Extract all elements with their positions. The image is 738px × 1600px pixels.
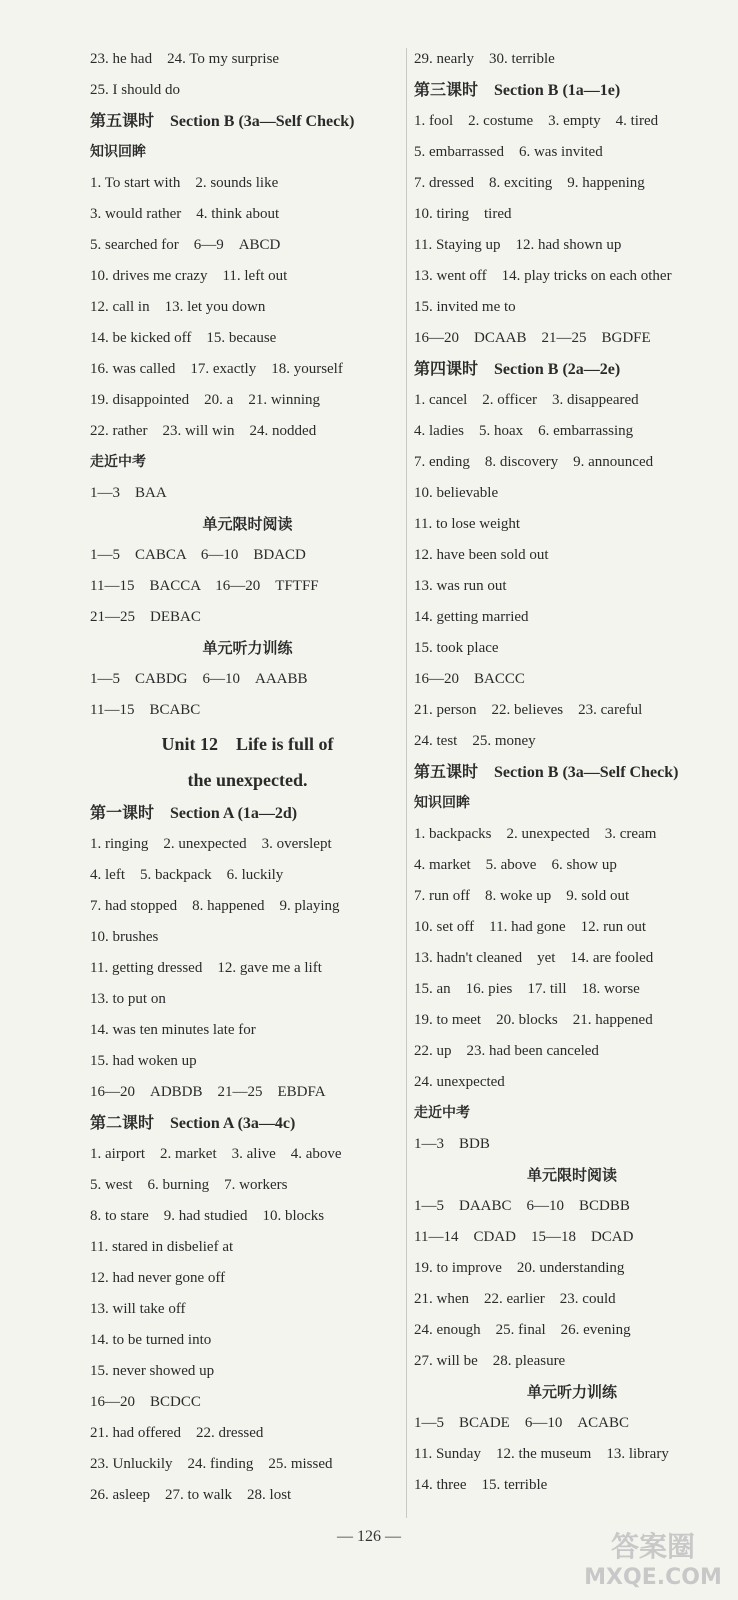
answer-line: 7. dressed 8. exciting 9. happening (414, 175, 645, 191)
answer-line: 1—5 BCADE 6—10 ACABC (414, 1415, 630, 1431)
answer-line: 11. Staying up 12. had shown up (414, 237, 622, 253)
answer-line: 10. brushes (90, 929, 159, 945)
answer-line: 10. drives me crazy 11. left out (90, 268, 288, 284)
answer-line: 11—15 BCABC (90, 702, 201, 718)
unit-title: the unexpected. (187, 770, 308, 790)
answer-line: 24. enough 25. final 26. evening (414, 1322, 631, 1338)
answer-line: 26. asleep 27. to walk 28. lost (90, 1487, 292, 1503)
answer-line: 1—5 DAABC 6—10 BCDBB (414, 1198, 630, 1214)
answer-line: 24. unexpected (414, 1074, 505, 1090)
answer-line: 16—20 ADBDB 21—25 EBDFA (90, 1084, 326, 1100)
answer-line: 13. to put on (90, 991, 166, 1007)
answer-line: 4. market 5. above 6. show up (414, 857, 617, 873)
answer-line: 14. be kicked off 15. because (90, 330, 277, 346)
answer-line: 10. believable (414, 485, 499, 501)
answer-line: 21—25 DEBAC (90, 609, 201, 625)
answer-line: 14. to be turned into (90, 1332, 212, 1348)
answer-line: 14. getting married (414, 609, 529, 625)
answer-line: 21. when 22. earlier 23. could (414, 1291, 616, 1307)
subsection-heading: 知识回眸 (414, 795, 470, 811)
subsection-heading: 走近中考 (414, 1105, 470, 1121)
answer-line: 5. west 6. burning 7. workers (90, 1177, 288, 1193)
answer-line: 16—20 DCAAB 21—25 BGDFE (414, 330, 651, 346)
answer-line: 22. up 23. had been canceled (414, 1043, 599, 1059)
answer-line: 13. went off 14. play tricks on each other (414, 268, 672, 284)
answer-line: 11. getting dressed 12. gave me a lift (90, 960, 322, 976)
answer-line: 5. embarrassed 6. was invited (414, 144, 603, 160)
right-column (414, 44, 730, 1501)
answer-line: 8. to stare 9. had studied 10. blocks (90, 1208, 325, 1224)
exercise-heading: 单元限时阅读 (526, 1166, 617, 1184)
watermark-url: MXQE.COM (584, 1565, 722, 1590)
answer-line: 16—20 BCDCC (90, 1394, 201, 1410)
answer-line: 7. ending 8. discovery 9. announced (414, 454, 654, 470)
answer-line: 1. ringing 2. unexpected 3. overslept (90, 836, 332, 852)
subsection-heading: 知识回眸 (90, 144, 146, 160)
unit-title: Unit 12 Life is full of (161, 734, 334, 754)
answer-line: 1—3 BAA (90, 485, 167, 501)
subsection-heading: 走近中考 (90, 454, 146, 470)
answer-line: 11. Sunday 12. the museum 13. library (414, 1446, 669, 1462)
answer-line: 12. had never gone off (90, 1270, 226, 1286)
answer-line: 14. three 15. terrible (414, 1477, 548, 1493)
answer-line: 21. person 22. believes 23. careful (414, 702, 643, 718)
answer-line: 21. had offered 22. dressed (90, 1425, 264, 1441)
answer-line: 1. backpacks 2. unexpected 3. cream (414, 826, 657, 842)
answer-line: 27. will be 28. pleasure (414, 1353, 566, 1369)
answer-line: 25. I should do (90, 82, 180, 98)
watermark-logo (578, 1526, 728, 1592)
answer-line: 7. had stopped 8. happened 9. playing (90, 898, 340, 914)
answer-line: 29. nearly 30. terrible (414, 51, 555, 67)
exercise-heading: 单元限时阅读 (202, 515, 293, 533)
page-number: — 126 — (337, 1528, 401, 1545)
answer-line: 7. run off 8. woke up 9. sold out (414, 888, 630, 904)
answer-line: 23. Unluckily 24. finding 25. missed (90, 1456, 333, 1472)
answer-line: 12. have been sold out (414, 547, 549, 563)
answer-line: 4. left 5. backpack 6. luckily (90, 867, 284, 883)
exercise-heading: 单元听力训练 (202, 639, 293, 657)
answer-line: 19. disappointed 20. a 21. winning (90, 392, 320, 408)
answer-line: 15. never showed up (90, 1363, 215, 1379)
answer-line: 22. rather 23. will win 24. nodded (90, 423, 317, 439)
answer-line: 10. set off 11. had gone 12. run out (414, 919, 647, 935)
section-heading: 第五课时 Section B (3a—Self Check) (90, 113, 355, 130)
section-heading: 第二课时 Section A (3a—4c) (90, 1115, 296, 1132)
answer-line: 11—14 CDAD 15—18 DCAD (414, 1229, 634, 1245)
section-heading: 第三课时 Section B (1a—1e) (414, 82, 621, 99)
answer-line: 11. stared in disbelief at (90, 1239, 234, 1255)
section-heading: 第五课时 Section B (3a—Self Check) (414, 764, 679, 781)
answer-line: 15. invited me to (414, 299, 516, 315)
answer-line: 15. took place (414, 640, 499, 656)
answer-line: 3. would rather 4. think about (90, 206, 280, 222)
answer-line: 12. call in 13. let you down (90, 299, 266, 315)
answer-line: 16—20 BACCC (414, 671, 525, 687)
answer-line: 1. cancel 2. officer 3. disappeared (414, 392, 639, 408)
answer-line: 1. airport 2. market 3. alive 4. above (90, 1146, 342, 1162)
section-heading: 第一课时 Section A (1a—2d) (90, 805, 298, 822)
left-column (90, 44, 405, 1511)
answer-line: 19. to meet 20. blocks 21. happened (414, 1012, 653, 1028)
answer-line: 11—15 BACCA 16—20 TFTFF (90, 578, 319, 594)
answer-line: 16. was called 17. exactly 18. yourself (90, 361, 343, 377)
answer-line: 1. fool 2. costume 3. empty 4. tired (414, 113, 659, 129)
exercise-heading: 单元听力训练 (526, 1383, 617, 1401)
answer-line: 1—5 CABDG 6—10 AAABB (90, 671, 308, 687)
answer-line: 1. To start with 2. sounds like (90, 175, 279, 191)
answer-line: 15. had woken up (90, 1053, 197, 1069)
answer-line: 4. ladies 5. hoax 6. embarrassing (414, 423, 634, 439)
answer-line: 13. hadn't cleaned yet 14. are fooled (414, 950, 654, 966)
answer-line: 23. he had 24. To my surprise (90, 51, 280, 67)
watermark-title: 答案圈 (610, 1530, 696, 1563)
answer-line: 11. to lose weight (414, 516, 521, 532)
answer-line: 13. will take off (90, 1301, 186, 1317)
answer-line: 13. was run out (414, 578, 507, 594)
column-divider (406, 48, 407, 1518)
answer-line: 1—3 BDB (414, 1136, 490, 1152)
answer-line: 15. an 16. pies 17. till 18. worse (414, 981, 640, 997)
answer-line: 14. was ten minutes late for (90, 1022, 256, 1038)
answer-line: 5. searched for 6—9 ABCD (90, 237, 281, 253)
section-heading: 第四课时 Section B (2a—2e) (414, 361, 621, 378)
answer-line: 10. tiring tired (414, 206, 512, 222)
answer-line: 1—5 CABCA 6—10 BDACD (90, 547, 306, 563)
answer-line: 24. test 25. money (414, 733, 536, 749)
answer-line: 19. to improve 20. understanding (414, 1260, 625, 1276)
